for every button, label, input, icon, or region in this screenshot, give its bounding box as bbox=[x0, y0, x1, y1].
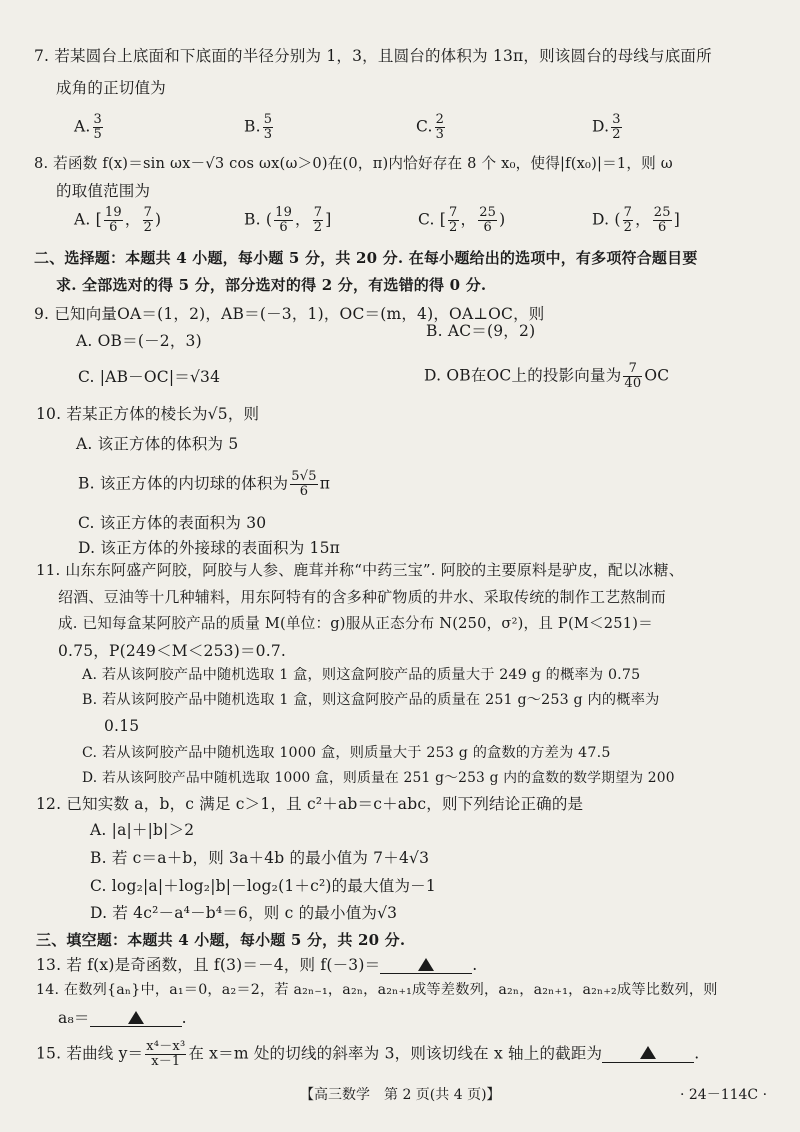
q11-option-b-line1: B. 若从该阿胶产品中随机选取 1 盒，则这盒阿胶产品的质量在 251 g～253 g 内的概率为 bbox=[82, 692, 660, 708]
q12-option-b: B. 若 c＝a＋b，则 3a＋4b 的最小值为 7＋4√3 bbox=[90, 849, 430, 867]
q7-option-a: A. $\frac{3}{5}$ bbox=[74, 112, 103, 142]
q8-option-a: A. [ $\frac{19}{6}$ ， $\frac{7}{2}$ ) bbox=[74, 205, 162, 235]
q13-answer-blank[interactable] bbox=[380, 953, 472, 974]
q11-stem-line3: 成. 已知每盒某阿胶产品的质量 M(单位：g)服从正态分布 N(250，σ²)，且 P(M＜251)＝ bbox=[58, 615, 653, 632]
q7-option-b: B. $\frac{5}{3}$ bbox=[244, 112, 273, 142]
page-code: · 24－114C · bbox=[680, 1087, 768, 1103]
q10-stem: 10. 若某正方体的棱长为√5，则 bbox=[36, 405, 260, 423]
section2-heading-line2: 求. 全部选对的得 5 分，部分选对的得 2 分，有选错的得 0 分. bbox=[56, 276, 487, 294]
q14-answer-blank[interactable] bbox=[90, 1006, 182, 1027]
section2-heading-line1: 二、选择题：本题共 4 小题，每小题 5 分，共 20 分. 在每小题给出的选项中，有多项符合题目要 bbox=[34, 249, 698, 267]
q15-answer-blank[interactable] bbox=[602, 1042, 694, 1063]
q11-stem-line2: 绍酒、豆油等十几种辅料，用东阿特有的含多种矿物质的井水、采取传统的制作工艺熬制而 bbox=[58, 588, 667, 606]
q12-option-c: C. log₂|a|＋log₂|b|－log₂(1＋c²)的最大值为－1 bbox=[90, 877, 436, 895]
q8-stem-line2: 的取值范围为 bbox=[56, 182, 151, 200]
triangle-icon bbox=[640, 1046, 656, 1059]
q11-stem-line4: 0.75，P(249＜M＜253)＝0.7. bbox=[58, 642, 287, 660]
q11-stem-line1: 11. 山东东阿盛产阿胶，阿胶与人参、鹿茸并称“中药三宝”. 阿胶的主要原料是驴皮，配以冰糖、 bbox=[36, 561, 684, 579]
q9-stem: 9. 已知向量OA＝(1，2)，AB＝(－3，1)，OC＝(m，4)，OA⊥OC，则 bbox=[34, 305, 545, 323]
section3-heading: 三、填空题：本题共 4 小题，每小题 5 分，共 20 分. bbox=[36, 931, 406, 949]
q8-option-c: C. [ $\frac{7}{2}$ ， $\frac{25}{6}$ ) bbox=[418, 205, 506, 235]
q7-stem-line2: 成角的正切值为 bbox=[56, 79, 166, 97]
q7-stem-line1: 7. 若某圆台上底面和下底面的半径分别为 1，3，且圆台的体积为 13π，则该圆台的母线与底面所 bbox=[34, 47, 712, 65]
q8-option-d: D. ( $\frac{7}{2}$ ， $\frac{25}{6}$ ] bbox=[592, 205, 680, 235]
q9-option-c: C. |AB－OC|＝√34 bbox=[78, 368, 221, 386]
q11-option-d: D. 若从该阿胶产品中随机选取 1000 盒，则质量在 251 g～253 g 内的盒数的数学期望为 200 bbox=[82, 770, 675, 786]
q14-stem-line2: a₈＝ . bbox=[58, 1008, 187, 1029]
q12-option-a: A. |a|＋|b|＞2 bbox=[90, 821, 195, 839]
q10-option-b: B. 该正方体的内切球的体积为 $\frac{5√5}{6}$ π bbox=[78, 469, 331, 499]
q10-option-d: D. 该正方体的外接球的表面积为 15π bbox=[78, 539, 341, 557]
q10-option-a: A. 该正方体的体积为 5 bbox=[76, 435, 239, 453]
q11-option-b-line2: 0.15 bbox=[104, 717, 140, 735]
q12-option-d: D. 若 4c²－a⁴－b⁴＝6，则 c 的最小值为√3 bbox=[90, 904, 398, 922]
q9-option-a: A. OB＝(－2，3) bbox=[76, 332, 202, 350]
q7-option-c: C. $\frac{2}{3}$ bbox=[416, 112, 445, 142]
triangle-icon bbox=[418, 958, 434, 971]
q12-stem: 12. 已知实数 a，b，c 满足 c＞1，且 c²＋ab＝c＋abc，则下列结论正确的是 bbox=[36, 795, 584, 813]
triangle-icon bbox=[128, 1011, 144, 1024]
page-footer: 【高三数学 第 2 页(共 4 页)】 bbox=[300, 1087, 501, 1103]
q13-question: 13. 若 f(x)是奇函数，且 f(3)＝－4，则 f(－3)＝ . bbox=[36, 955, 477, 976]
q10-option-c: C. 该正方体的表面积为 30 bbox=[78, 514, 267, 532]
q8-option-b: B. ( $\frac{19}{6}$ ， $\frac{7}{2}$ ] bbox=[244, 205, 332, 235]
q11-option-c: C. 若从该阿胶产品中随机选取 1000 盒，则质量大于 253 g 的盒数的方差为 47.5 bbox=[82, 745, 611, 761]
q7-option-d: D. $\frac{3}{2}$ bbox=[592, 112, 621, 142]
q9-option-d: D. OB在OC上的投影向量为 $\frac{7}{40}$ OC bbox=[424, 361, 670, 391]
q8-stem-line1: 8. 若函数 f(x)＝sin ωx－√3 cos ωx(ω＞0)在(0，π)内恰好存在 8 个 x₀，使得|f(x₀)|＝1，则 ω bbox=[34, 155, 673, 172]
q11-option-a: A. 若从该阿胶产品中随机选取 1 盒，则这盒阿胶产品的质量大于 249 g 的概率为 0.75 bbox=[82, 667, 641, 683]
q14-stem-line1: 14. 在数列{aₙ}中，a₁＝0，a₂＝2，若 a₂ₙ₋₁，a₂ₙ，a₂ₙ₊₁成等差数列，a₂ₙ，a₂ₙ₊₁，a₂ₙ₊₂成等比数列，则 bbox=[36, 982, 718, 998]
q9-option-b: B. AC＝(9，2) bbox=[426, 322, 536, 340]
q15-question: 15. 若曲线 y＝ $\frac{\text{x⁴－x³}}{x-1}$ 在 x＝m 处的切线的斜率为 3，则该切线在 x 轴上的截距为 . bbox=[36, 1039, 700, 1069]
